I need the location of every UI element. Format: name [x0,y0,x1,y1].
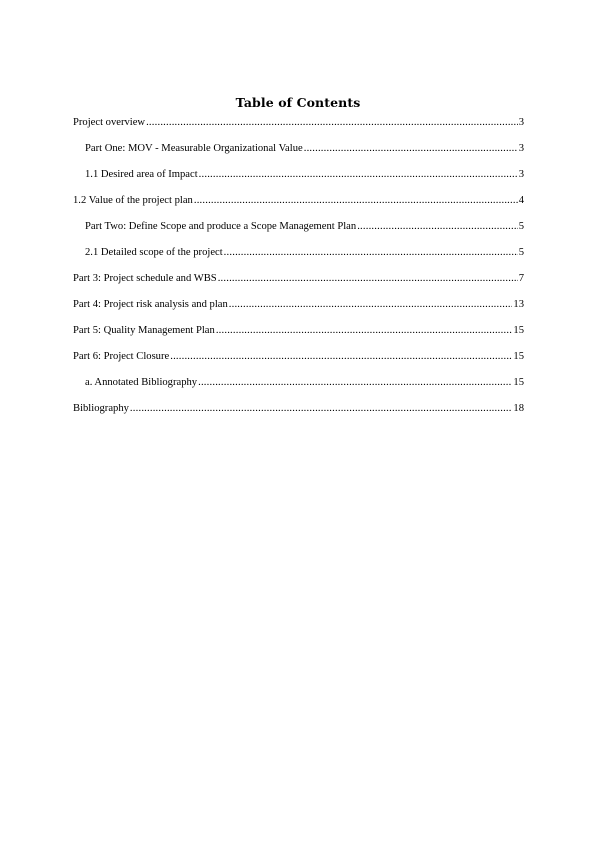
toc-entry[interactable] [73,324,524,350]
toc-entry-page: 13 [513,299,524,310]
toc-entry-page: 3 [518,117,524,128]
toc-entry[interactable] [73,298,524,324]
toc-dot-leader [224,246,518,259]
toc-entry[interactable] [73,116,524,142]
toc-entry-page: 4 [518,195,524,206]
toc-dot-leader [216,324,513,337]
toc-entry-page: 3 [518,143,524,154]
toc-entry-page: 5 [518,221,524,232]
toc-dot-leader [198,376,512,389]
toc-dot-leader [199,168,518,181]
toc-title: Table of Contents [235,95,361,110]
toc-entry-label: 1.1 Desired area of Impact [85,169,198,180]
toc-entry-page: 18 [513,403,524,414]
toc-entry-label: Part 5: Quality Management Plan [73,325,215,336]
toc-dot-leader [229,298,513,311]
toc-entry[interactable] [73,272,524,298]
toc-entry[interactable] [73,168,524,194]
toc-dot-leader [194,194,518,207]
toc-entry[interactable] [73,142,524,168]
toc-dot-leader [130,402,512,415]
toc-entry-label: Bibliography [73,403,129,414]
toc-entry-page: 15 [513,351,524,362]
toc-entry-page: 15 [513,377,524,388]
toc-dot-leader [170,350,512,363]
toc-entry-label: Part 6: Project Closure [73,351,170,362]
toc-entry-label: Project overview [73,117,146,128]
toc-list [73,116,524,428]
toc-entry-label: Part 3: Project schedule and WBS [73,273,217,284]
toc-dot-leader [146,116,518,129]
toc-entry-label: Part 4: Project risk analysis and plan [73,299,228,310]
toc-entry-label: 2.1 Detailed scope of the project [85,247,223,258]
toc-entry[interactable] [73,350,524,376]
toc-entry-page: 7 [518,273,524,284]
toc-entry[interactable] [73,194,524,220]
toc-entry[interactable] [73,246,524,272]
toc-entry-label: 1.2 Value of the project plan [73,195,193,206]
toc-entry-label: a. Annotated Bibliography [85,377,198,388]
toc-entry-label: Part Two: Define Scope and produce a Scope Management Plan [85,221,357,232]
toc-dot-leader [357,220,518,233]
toc-entry[interactable] [73,376,524,402]
toc-dot-leader [304,142,518,155]
toc-entry-page: 5 [518,247,524,258]
toc-entry[interactable] [73,220,524,246]
toc-entry-label: Part One: MOV - Measurable Organizational Value [85,143,303,154]
toc-entry-page: 15 [513,325,524,336]
toc-entry-page: 3 [518,169,524,180]
toc-dot-leader [218,272,518,285]
toc-entry[interactable] [73,402,524,428]
